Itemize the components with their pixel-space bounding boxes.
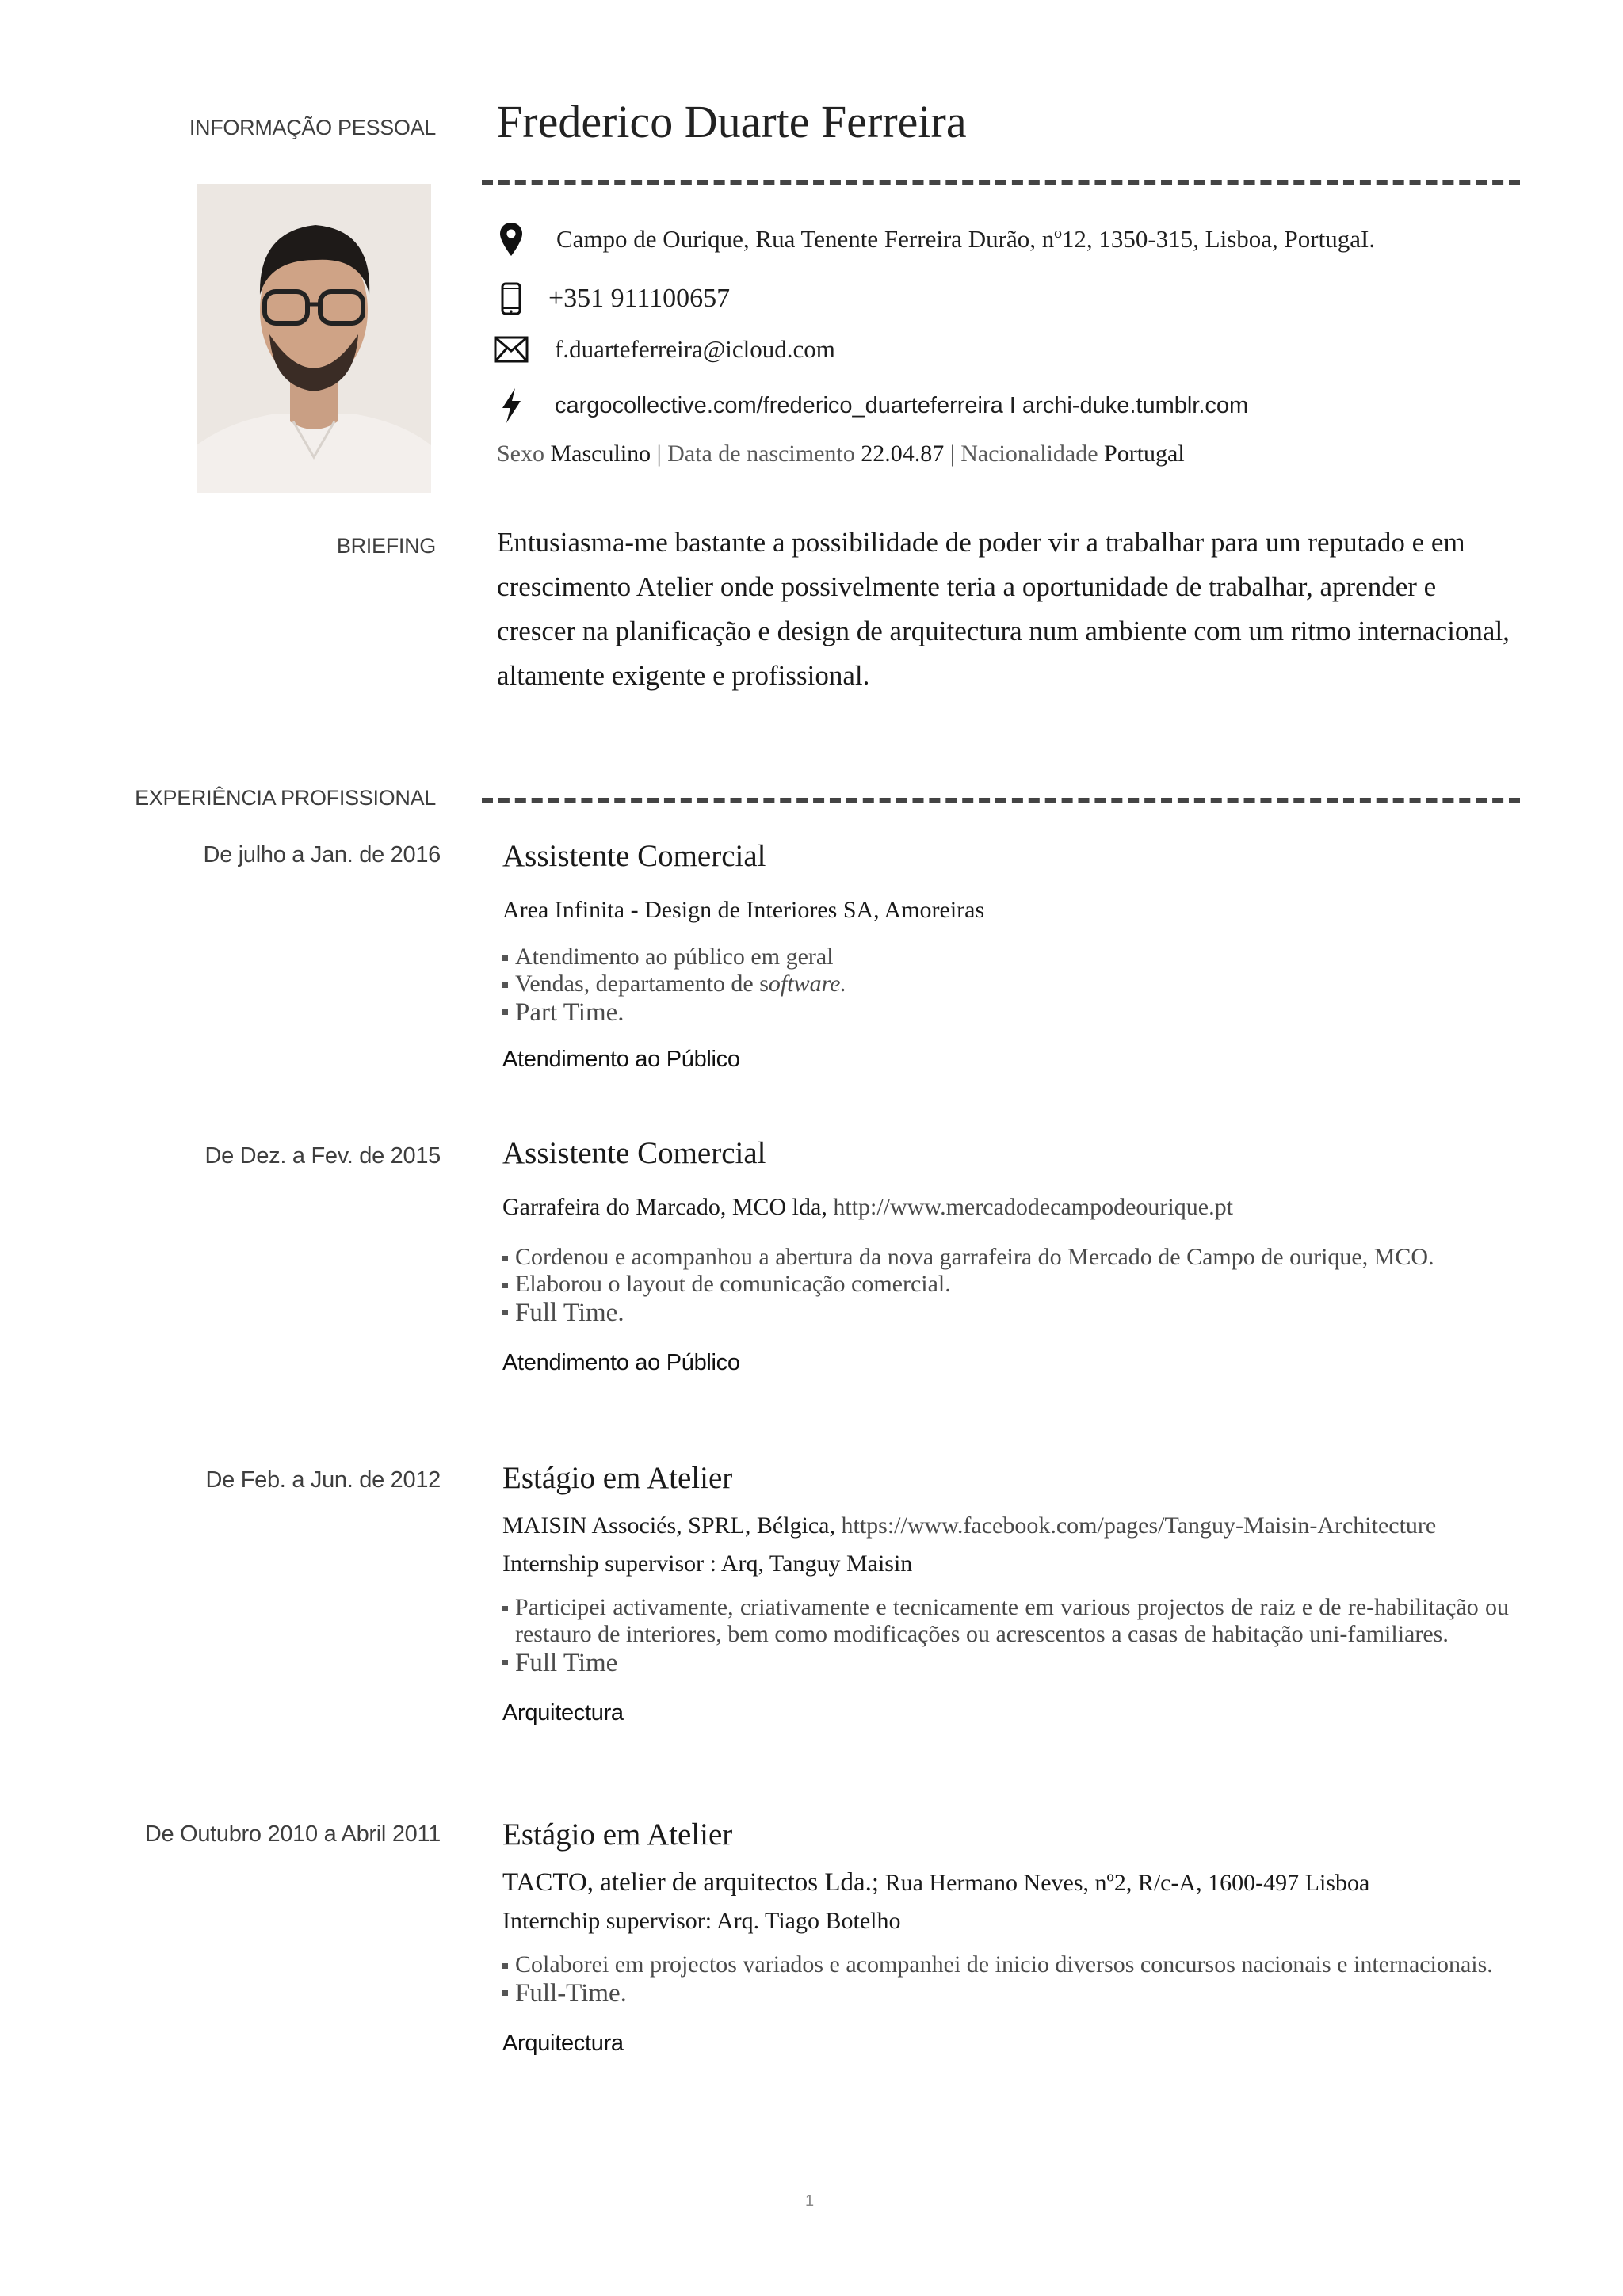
section-label-experience: EXPERIÊNCIA PROFISSIONAL (135, 786, 436, 810)
list-item: Full Time. (502, 1298, 1509, 1328)
job-supervisor: Internship supervisor : Arq, Tanguy Maisin (502, 1550, 913, 1577)
list-item (502, 971, 1509, 997)
divider (482, 180, 1520, 185)
job-date: De Feb. a Jun. de 2012 (205, 1467, 441, 1493)
contact-web (491, 386, 1248, 425)
job-entry (502, 1460, 1509, 1726)
job-title: Assistente Comercial (502, 1136, 766, 1170)
email-link[interactable]: f.duarteferreira@icloud.com (555, 335, 835, 363)
section-label-personal: INFORMAÇÃO PESSOAL (189, 116, 436, 139)
page-title: Frederico Duarte Ferreira (497, 96, 967, 147)
job-entry (502, 1135, 1509, 1376)
job-sector: Arquitectura (502, 2031, 624, 2056)
job-company (502, 1188, 1509, 1226)
divider (482, 798, 1520, 803)
lightning-bolt-icon (491, 386, 531, 425)
job-title: Assistente Comercial (502, 839, 766, 873)
job-bullets (502, 1951, 1509, 2008)
job-date: De Outubro 2010 a Abril 2011 (144, 1821, 441, 1847)
location-pin-icon (491, 219, 531, 259)
page-number: 1 (805, 2192, 815, 2210)
list-item: Elaborou o layout de comunicação comercial. (502, 1271, 1509, 1298)
web-links[interactable]: cargocollective.com/frederico_duarteferreira I archi-duke.tumblr.com (555, 392, 1249, 418)
list-item: Participei activamente, criativamente e tecnicamente em various projectos de raiz e de re-habilitação ou restauro de interiores, bem como modificações ou acrescentos a casas de habitação uni-familiares. (502, 1594, 1509, 1648)
briefing-text: Entusiasma-me bastante a possibilidade de poder vir a trabalhar para um reputado e em crescimento Atelier onde possivelmente teria a oportunidade de trabalhar, aprender e crescer na planificação e design de arquitectura num ambiente com um ritmo internacional, altamente exigente e profissional. (497, 527, 1510, 691)
section-label-briefing: BRIEFING (336, 534, 436, 558)
list-item: Colaborei em projectos variados e acompanhei de inicio diversos concursos nacionais e internacionais. (502, 1951, 1509, 1978)
job-bullets (502, 1244, 1509, 1328)
separator: | (949, 441, 955, 467)
bullet-text: Vendas, departamento de s (515, 971, 769, 997)
contact-address (491, 219, 1375, 259)
job-bullets (502, 1594, 1509, 1678)
job-company: Area Infinita - Design de Interiores SA, Amoreiras (502, 897, 985, 923)
birth-value: 22.04.87 (861, 441, 945, 467)
contact-email (491, 330, 835, 369)
address-text: Campo de Ourique, Rua Tenente Ferreira Durão, nº12, 1350-315, Lisboa, PortugaI. (556, 225, 1376, 253)
company-url[interactable]: http://www.mercadodecampodeourique.pt (833, 1194, 1233, 1220)
list-item: Cordenou e acompanhou a abertura da nova garrafeira do Mercado de Campo de ourique, MCO. (502, 1244, 1509, 1271)
phone-text[interactable]: +351 911100657 (548, 284, 731, 313)
job-sector: Arquitectura (502, 1700, 624, 1726)
company-name: TACTO, atelier de arquitectos Lda.; (502, 1868, 880, 1897)
job-entry (502, 838, 1509, 1073)
job-sector: Atendimento ao Público (502, 1047, 740, 1072)
birth-label: Data de nascimento (667, 441, 855, 467)
sex-value: Masculino (550, 441, 651, 467)
bullet-italic: oftware. (768, 971, 846, 997)
nationality-value: Portugal (1104, 441, 1185, 467)
list-item: Full Time (502, 1648, 1509, 1678)
envelope-icon (491, 330, 531, 369)
job-supervisor: Internchip supervisor: Arq. Tiago Botelho (502, 1908, 901, 1934)
company-name: Garrafeira do Marcado, MCO lda, (502, 1194, 827, 1220)
contact-phone (491, 279, 730, 318)
job-company (502, 1507, 1509, 1545)
job-sector: Atendimento ao Público (502, 1350, 740, 1375)
job-title: Estágio em Atelier (502, 1461, 733, 1495)
sex-label: Sexo (497, 441, 544, 467)
list-item: Atendimento ao público em geral (502, 944, 1509, 971)
job-date: De Dez. a Fev. de 2015 (204, 1143, 441, 1169)
job-company (502, 1863, 1509, 1902)
list-item: Part Time. (502, 997, 1509, 1028)
profile-photo (197, 184, 431, 493)
nationality-label: Nacionalidade (960, 441, 1098, 467)
mobile-phone-icon (491, 279, 531, 318)
company-url[interactable]: https://www.facebook.com/pages/Tanguy-Maisin-Architecture (841, 1512, 1437, 1539)
job-bullets (502, 944, 1509, 1028)
company-address: Rua Hermano Neves, nº2, R/c-A, 1600-497 Lisboa (884, 1870, 1370, 1896)
list-item: Full-Time. (502, 1978, 1509, 2008)
job-title: Estágio em Atelier (502, 1817, 733, 1852)
job-entry (502, 1817, 1509, 2057)
job-date: De julho a Jan. de 2016 (203, 842, 441, 868)
company-name: MAISIN Associés, SPRL, Bélgica, (502, 1512, 835, 1539)
personal-details (497, 441, 1185, 467)
separator: | (656, 441, 662, 467)
